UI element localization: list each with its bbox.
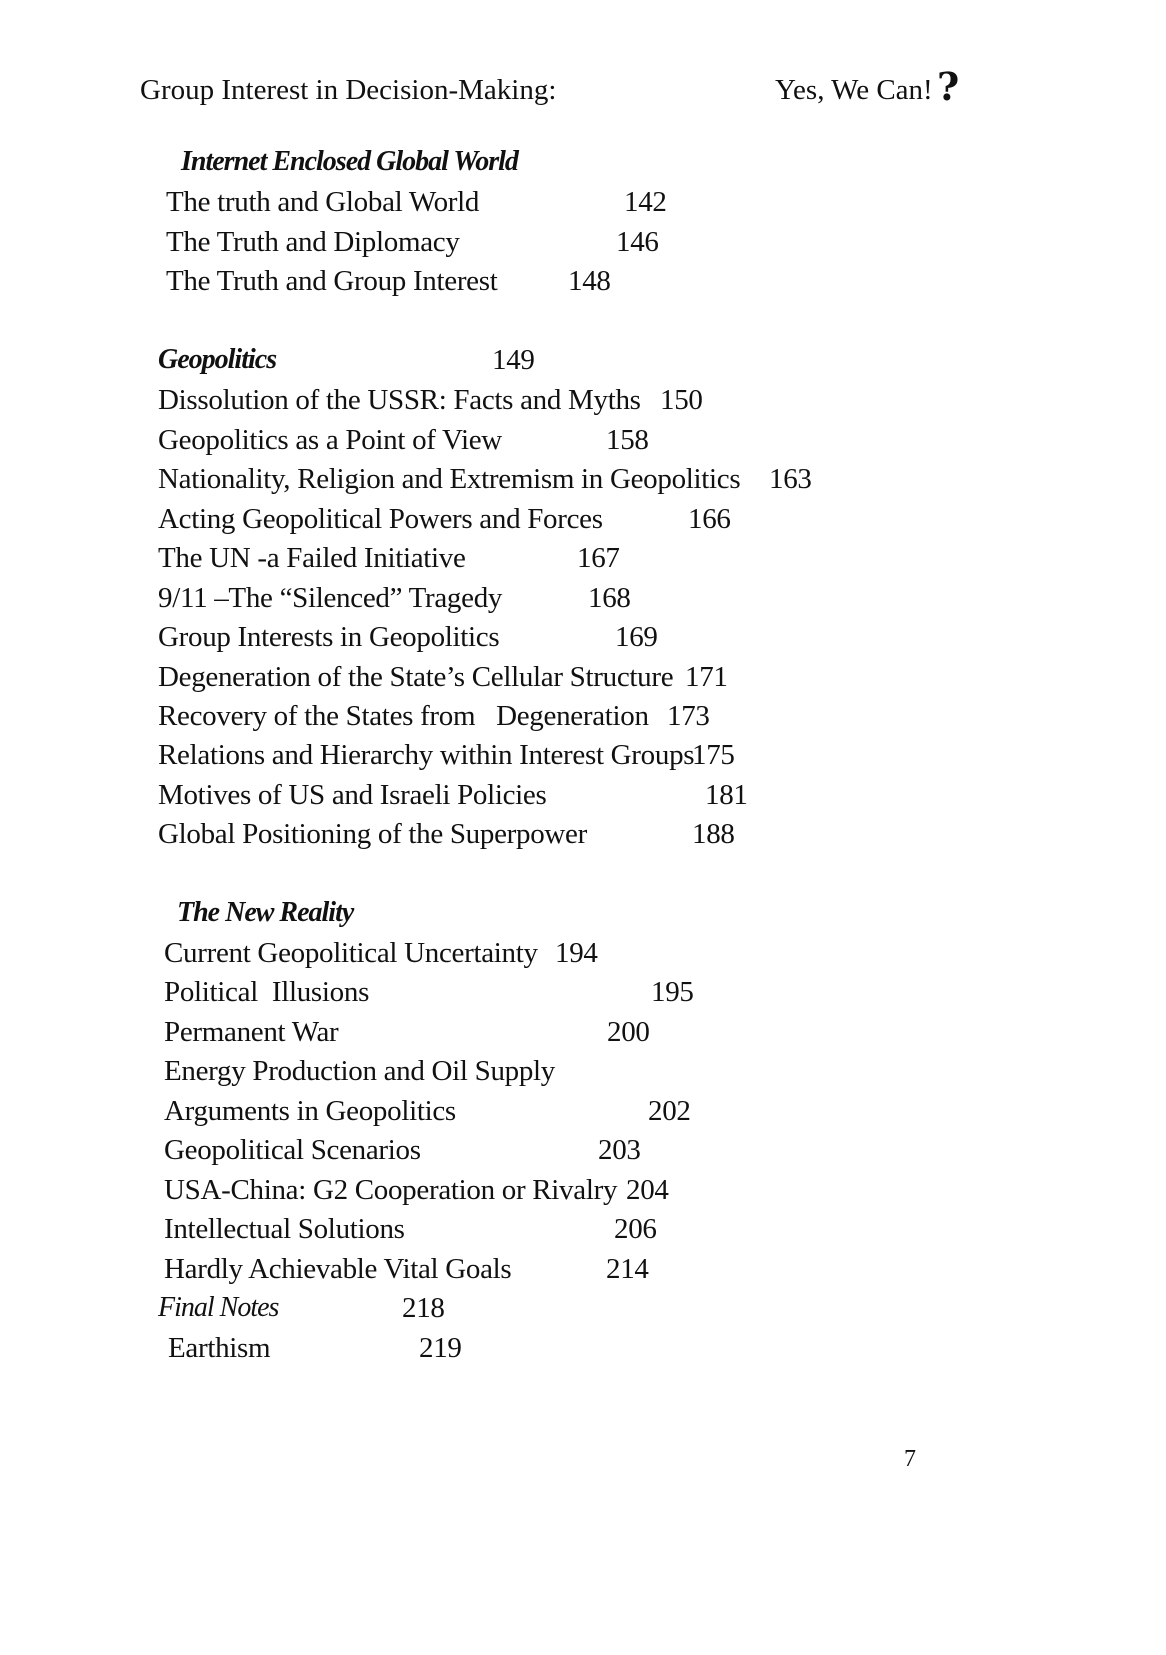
- toc-entry-page: 175: [692, 739, 735, 771]
- toc-entry-page: 181: [705, 779, 748, 811]
- toc-entry-page: 163: [769, 463, 812, 495]
- final-notes-page: 218: [402, 1292, 445, 1324]
- toc-entry-title: Group Interests in Geopolitics: [158, 621, 500, 653]
- toc-entry-page: 169: [615, 621, 658, 653]
- toc-entry-title: Dissolution of the USSR: Facts and Myths: [158, 384, 641, 416]
- toc-entry-page: 158: [606, 424, 649, 456]
- section-title-geopolitics: Geopolitics: [158, 344, 277, 375]
- toc-entry-page: 200: [607, 1016, 650, 1048]
- page-number: 7: [904, 1446, 916, 1472]
- toc-entry-page: 142: [624, 186, 667, 218]
- earthism-title: Earthism: [168, 1332, 271, 1364]
- toc-entry-title: Relations and Hierarchy within Interest Groups: [158, 739, 695, 771]
- toc-entry-title: 9/11 –The “Silenced” Tragedy: [158, 582, 503, 614]
- toc-entry-title: Geopolitics as a Point of View: [158, 424, 502, 456]
- toc-entry-title: Energy Production and Oil Supply: [164, 1055, 556, 1087]
- toc-entry-title: The Truth and Diplomacy: [166, 226, 460, 258]
- toc-entry-title: Current Geopolitical Uncertainty: [164, 937, 538, 969]
- toc-entry-page: 167: [577, 542, 620, 574]
- toc-entry-title: Political Illusions: [164, 976, 370, 1008]
- running-header-right: Yes, We Can!: [775, 74, 933, 106]
- toc-entry-page: 166: [688, 503, 731, 535]
- toc-entry-title: Arguments in Geopolitics: [164, 1095, 456, 1127]
- toc-entry-page: 203: [598, 1134, 641, 1166]
- question-mark: ?: [937, 64, 960, 109]
- toc-entry-title: The truth and Global World: [166, 186, 480, 218]
- toc-entry-page: 188: [692, 818, 735, 850]
- toc-entry-title: Degeneration of the State’s Cellular Structure: [158, 661, 674, 693]
- toc-entry-page: 202: [648, 1095, 691, 1127]
- toc-entry-title: Hardly Achievable Vital Goals: [164, 1253, 512, 1285]
- toc-entry-page: 173: [667, 700, 710, 732]
- toc-entry-page: 204: [626, 1174, 669, 1206]
- running-header-left: Group Interest in Decision-Making:: [140, 74, 557, 106]
- toc-entry-page: 148: [568, 265, 611, 297]
- toc-entry-title: Intellectual Solutions: [164, 1213, 405, 1245]
- toc-entry-page: 171: [685, 661, 728, 693]
- toc-entry-title: Motives of US and Israeli Policies: [158, 779, 547, 811]
- section-page-geopolitics: 149: [492, 344, 535, 376]
- toc-entry-page: 195: [651, 976, 694, 1008]
- toc-entry-page: 206: [614, 1213, 657, 1245]
- section-title-internet: Internet Enclosed Global World: [181, 146, 518, 177]
- toc-entry-title: USA-China: G2 Cooperation or Rivalry: [164, 1174, 618, 1206]
- section-title-new-reality: The New Reality: [177, 897, 354, 928]
- toc-entry-title: The UN -a Failed Initiative: [158, 542, 466, 574]
- toc-entry-title: Permanent War: [164, 1016, 339, 1048]
- toc-entry-title: Nationality, Religion and Extremism in Geopolitics: [158, 463, 741, 495]
- toc-entry-page: 168: [588, 582, 631, 614]
- earthism-page: 219: [419, 1332, 462, 1364]
- final-notes-title: Final Notes: [158, 1292, 279, 1323]
- toc-entry-title: Geopolitical Scenarios: [164, 1134, 421, 1166]
- toc-entry-title: Acting Geopolitical Powers and Forces: [158, 503, 603, 535]
- toc-entry-page: 214: [606, 1253, 649, 1285]
- toc-entry-page: 150: [660, 384, 703, 416]
- toc-entry-page: 194: [555, 937, 598, 969]
- toc-entry-page: 146: [616, 226, 659, 258]
- toc-entry-title: The Truth and Group Interest: [166, 265, 498, 297]
- toc-entry-title: Recovery of the States from Degeneration: [158, 700, 649, 732]
- toc-entry-title: Global Positioning of the Superpower: [158, 818, 587, 850]
